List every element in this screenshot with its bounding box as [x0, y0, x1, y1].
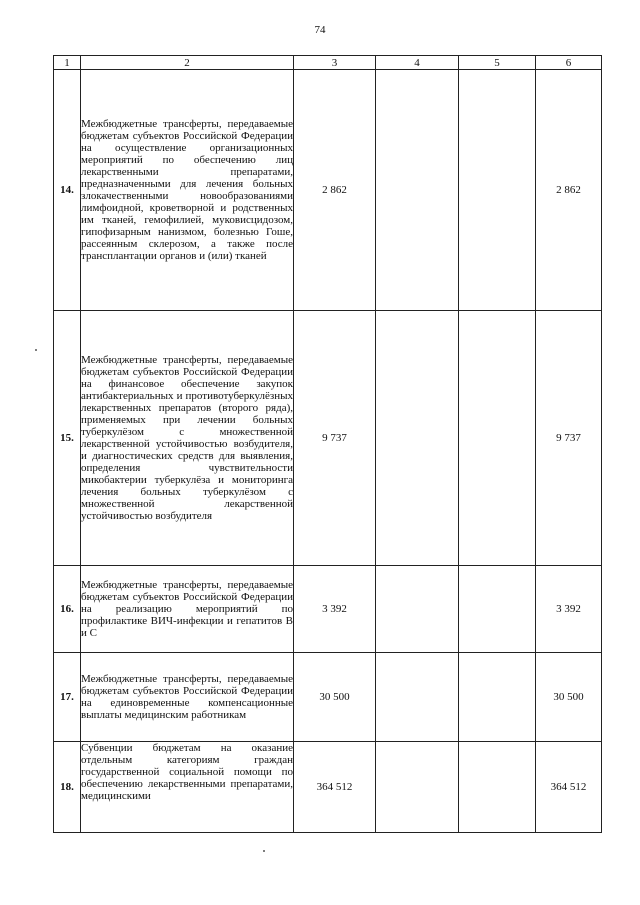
row-value-col5 [459, 742, 536, 833]
row-value-col4 [376, 566, 459, 653]
row-description: Межбюджетные трансферты, передаваемые бюджетам субъектов Российской Федерации на финансовое обеспечение закупок антибактериальных и противотуберкулёзных лекарственных препаратов (второго ряда), применяемых при лечении больных туберкулёзом с множественной лекарственной устойчивостью возбудителя, и диагностических средств для выявления, определения чувствительности микобактерии туберкулёза и мониторинга лечения больных туберкулёзом с множественной лекарственной устойчивостью возбудителя [81, 311, 294, 566]
budget-table [53, 55, 602, 833]
page-number: 74 [314, 24, 326, 36]
table-row [54, 566, 602, 653]
row-value-col3: 364 512 [294, 742, 376, 833]
column-header-4: 4 [376, 56, 459, 70]
row-value-col5 [459, 311, 536, 566]
column-header-1: 1 [54, 56, 81, 70]
row-value-col5 [459, 70, 536, 311]
row-value-col5 [459, 566, 536, 653]
row-value-col4 [376, 70, 459, 311]
row-value-col6: 364 512 [536, 742, 602, 833]
scan-speck [263, 850, 265, 852]
row-number: 18. [54, 742, 81, 833]
row-value-col6: 3 392 [536, 566, 602, 653]
row-value-col6: 9 737 [536, 311, 602, 566]
table-row [54, 742, 602, 833]
row-value-col3: 30 500 [294, 653, 376, 742]
row-value-col4 [376, 742, 459, 833]
row-value-col6: 30 500 [536, 653, 602, 742]
row-value-col3: 3 392 [294, 566, 376, 653]
column-header-3: 3 [294, 56, 376, 70]
row-description: Межбюджетные трансферты, передаваемые бюджетам субъектов Российской Федерации на единовременные компенсационные выплаты медицинским работникам [81, 653, 294, 742]
row-value-col5 [459, 653, 536, 742]
column-header-2: 2 [81, 56, 294, 70]
scan-speck [35, 349, 37, 351]
row-value-col4 [376, 653, 459, 742]
column-header-6: 6 [536, 56, 602, 70]
table-row [54, 653, 602, 742]
row-value-col3: 2 862 [294, 70, 376, 311]
row-value-col4 [376, 311, 459, 566]
row-description: Субвенции бюджетам на оказание отдельным категориям граждан государственной социальной помощи по обеспечению лекарственными препаратами, медицинскими [81, 742, 294, 833]
row-description: Межбюджетные трансферты, передаваемые бюджетам субъектов Российской Федерации на осуществление организационных мероприятий по обеспечению лиц лекарственными препаратами, предназначенными для лечения больных злокачественными новообразованиями лимфоидной, кроветворной и родственных им тканей, гемофилией, муковисцидозом, гипофизарным нанизмом, болезнью Гоше, рассеянным склерозом, а также после трансплантации органов и (или) тканей [81, 70, 294, 311]
row-value-col6: 2 862 [536, 70, 602, 311]
row-number: 14. [54, 70, 81, 311]
row-description: Межбюджетные трансферты, передаваемые бюджетам субъектов Российской Федерации на реализацию мероприятий по профилактике ВИЧ-инфекции и гепатитов В и С [81, 566, 294, 653]
column-header-5: 5 [459, 56, 536, 70]
row-value-col3: 9 737 [294, 311, 376, 566]
table-header-row [54, 56, 602, 70]
row-number: 16. [54, 566, 81, 653]
row-number: 15. [54, 311, 81, 566]
table-row [54, 311, 602, 566]
row-number: 17. [54, 653, 81, 742]
table-row [54, 70, 602, 311]
